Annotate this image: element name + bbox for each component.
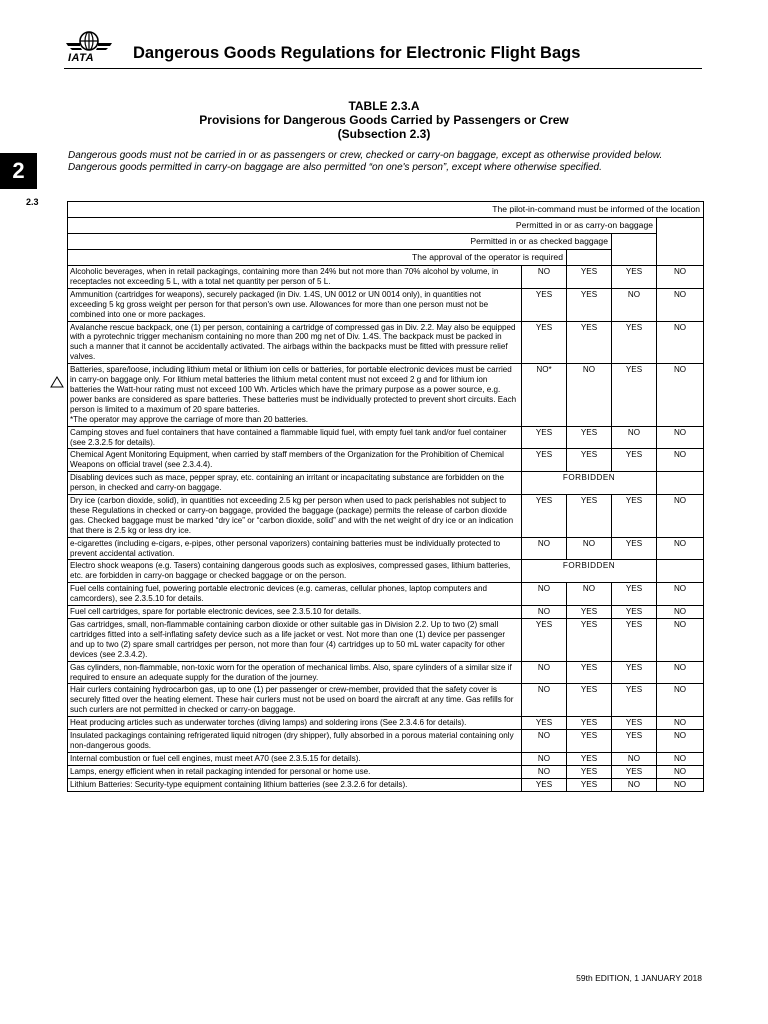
table-row [68,583,704,606]
cell-carry: NO [612,778,657,791]
table-row [68,717,704,730]
item-description: Electro shock weapons (e.g. Tasers) containing dangerous goods such as explosives, compressed gases, lithium batteries, etc. are forbidden in carry-on baggage or checked baggage or on the person. [68,560,522,583]
header-checked: Permitted in or as checked baggage [68,234,612,250]
item-description: Fuel cell cartridges, spare for portable electronic devices, see 2.3.5.10 for details. [68,606,522,619]
item-description: Insulated packagings containing refrigerated liquid nitrogen (dry shipper), fully absorbed in a porous material containing only non-dangerous goods. [68,730,522,753]
cell-approval: YES [522,778,567,791]
item-description: Disabling devices such as mace, pepper spray, etc. containing an irritant or incapacitating substance are forbidden on the person, in checked and carry-on baggage. [68,472,522,495]
cell-approval: YES [522,717,567,730]
cell-pilot: NO [657,661,704,684]
cell-checked: YES [567,288,612,321]
item-description: Gas cartridges, small, non-flammable containing carbon dioxide or other suitable gas in Division 2.2. Up to two (2) small cartridges fitted into a self-inflating safety device such as a life jacket or vest. Not more than one (1) device per passenger and up to two (2) spare small cartridges per person, not more than four (4) cartridges up to 50 mL water capacity for other devices (see 2.3.4.2). [68,619,522,662]
cell-pilot: NO [657,583,704,606]
cell-approval: NO [522,765,567,778]
cell-checked: YES [567,606,612,619]
table-row [68,449,704,472]
edition-footer: 59th EDITION, 1 JANUARY 2018 [576,973,702,983]
cell-checked: YES [567,321,612,364]
table-row [68,288,704,321]
cell-carry: YES [612,495,657,538]
table-heading [64,99,704,141]
cell-checked: YES [567,730,612,753]
cell-pilot: NO [657,321,704,364]
subsection-number: 2.3 [26,197,39,207]
table-row [68,619,704,662]
cell-checked: YES [567,717,612,730]
cell-carry: YES [612,661,657,684]
item-description: e-cigarettes (including e-cigars, e-pipes, other personal vaporizers) containing batteries must be individually protected to prevent accidental activation. [68,537,522,560]
cell-approval: NO [522,537,567,560]
item-description: Chemical Agent Monitoring Equipment, when carried by staff members of the Organization for the Prohibition of Chemical Weapons on official travel (see 2.3.4.4). [68,449,522,472]
cell-carry: YES [612,321,657,364]
cell-pilot: NO [657,426,704,449]
cell-approval: NO* [522,364,567,426]
cell-pilot: NO [657,717,704,730]
header-approval: The approval of the operator is required [68,250,567,266]
table-subtitle: (Subsection 2.3) [337,127,431,141]
forbidden-cell: FORBIDDEN [522,560,657,583]
cell-checked: YES [567,426,612,449]
cell-carry: NO [612,752,657,765]
cell-carry: YES [612,765,657,778]
table-row [68,765,704,778]
item-description: Fuel cells containing fuel, powering portable electronic devices (e.g. cameras, cellular phones, laptop computers and camcorders), see 2.3.5.10 for details. [68,583,522,606]
cell-checked: YES [567,619,612,662]
cell-carry: YES [612,266,657,289]
item-note: *The operator may approve the carriage of more than 20 batteries. [70,414,308,424]
item-description: Gas cylinders, non-flammable, non-toxic worn for the operation of mechanical limbs. Also, spare cylinders of a similar size if required to ensure an adequate supply for the duration of the journey. [68,661,522,684]
header-carry-on: Permitted in or as carry-on baggage [68,218,657,234]
cell-checked: YES [567,495,612,538]
cell-carry: YES [612,684,657,717]
cell-pilot: NO [657,266,704,289]
revision-triangle-icon [50,376,64,388]
table-row [68,752,704,765]
table-row [68,537,704,560]
cell-pilot: NO [657,765,704,778]
table-row [68,426,704,449]
cell-pilot: NO [657,778,704,791]
table-row [68,606,704,619]
cell-approval: NO [522,606,567,619]
item-description: Hair curlers containing hydrocarbon gas, up to one (1) per passenger or crew-member, provided that the safety cover is securely fitted over the heating element. These hair curlers must not be used on board the aircraft at any time. Gas refills for such curlers are not permitted in checked or carry-on baggage. [68,684,522,717]
cell-carry: NO [612,288,657,321]
table-row [68,778,704,791]
cell-pilot: NO [657,449,704,472]
cell-checked: NO [567,364,612,426]
table-row [68,684,704,717]
cell-approval: YES [522,449,567,472]
cell-checked: NO [567,537,612,560]
document-title: Dangerous Goods Regulations for Electronic Flight Bags [133,44,581,62]
cell-checked: YES [567,684,612,717]
table-row [68,364,704,426]
cell-carry: YES [612,537,657,560]
cell-carry: YES [612,583,657,606]
section-tab: 2 [0,153,37,189]
item-description: Camping stoves and fuel containers that have contained a flammable liquid fuel, with empty fuel tank and/or fuel container (see 2.3.2.5 for details). [68,426,522,449]
table-row [68,472,704,495]
header-divider [64,68,702,69]
cell-approval: YES [522,288,567,321]
table-number: TABLE 2.3.A [348,99,420,113]
cell-checked: YES [567,266,612,289]
cell-carry: YES [612,730,657,753]
item-description: Dry ice (carbon dioxide, solid), in quantities not exceeding 2.5 kg per person when used to pack perishables not subject to these Regulations in checked or carry-on baggage, provided the baggage (package) permits the release of carbon dioxide gas. Checked baggage must be marked “dry ice” or “carbon dioxide, solid” and with the net weight of dry ice or an indication that there is 2.5 kg or less dry ice. [68,495,522,538]
item-description: Heat producing articles such as underwater torches (diving lamps) and soldering irons (See 2.3.4.6 for details). [68,717,522,730]
cell-pilot: NO [657,684,704,717]
cell-carry: YES [612,619,657,662]
cell-pilot: NO [657,364,704,426]
cell-carry: YES [612,449,657,472]
item-description: Ammunition (cartridges for weapons), securely packaged (in Div. 1.4S, UN 0012 or UN 0014 only), in quantities not exceeding 5 kg gross weight per person for that person's own use. Allowances for more than one person must not be combined into one or more packages. [68,288,522,321]
table-row [68,266,704,289]
cell-approval: YES [522,426,567,449]
cell-carry: YES [612,717,657,730]
table-row [68,730,704,753]
cell-pilot: NO [657,288,704,321]
cell-checked: YES [567,778,612,791]
cell-pilot: NO [657,752,704,765]
forbidden-cell: FORBIDDEN [522,472,657,495]
table-row [68,661,704,684]
cell-approval: YES [522,619,567,662]
cell-approval: NO [522,730,567,753]
item-description: Batteries, spare/loose, including lithium metal or lithium ion cells or batteries, for portable electronic devices must be carried in carry-on baggage only. For lithium metal batteries the lithium metal content must not exceed 2 g and for lithium ion batteries the Watt-hour rating must not exceed 100 Wh. Articles which have the primary purpose as a power source, e.g. power banks are considered as spare batteries. These batteries must be individually protected to prevent short circuits. Each person is limited to a maximum of 20 spare batteries. *The operator may approve the carriage of more than 20 batteries. [68,364,522,426]
provisions-table [67,201,704,792]
table-row [68,560,704,583]
cell-approval: NO [522,752,567,765]
cell-carry: YES [612,606,657,619]
intro-paragraph: Dangerous goods must not be carried in or as passengers or crew, checked or carry-on baggage, except as otherwise provided below. Dangerous goods permitted in carry-on baggage are also permitted “on one's person”, except where otherwise specified. [68,150,663,173]
cell-checked: YES [567,765,612,778]
item-description: Avalanche rescue backpack, one (1) per person, containing a cartridge of compressed gas in Div. 2.2. May also be equipped with a pyrotechnic trigger mechanism containing no more than 200 mg net of Div. 1.4S. The backpack must be packed in such a manner that it cannot be accidentally activated. The airbags within the backpacks must be fitted with pressure relief valves. [68,321,522,364]
cell-pilot: NO [657,537,704,560]
cell-approval: NO [522,266,567,289]
header-pilot: The pilot-in-command must be informed of the location [68,202,704,218]
iata-logo-text: IATA [68,52,95,64]
cell-checked: NO [567,583,612,606]
cell-pilot: NO [657,730,704,753]
cell-pilot: NO [657,495,704,538]
cell-pilot: NO [657,606,704,619]
cell-approval: YES [522,495,567,538]
table-row [68,495,704,538]
item-description: Internal combustion or fuel cell engines, must meet A70 (see 2.3.5.15 for details). [68,752,522,765]
cell-checked: YES [567,752,612,765]
item-description: Alcoholic beverages, when in retail packagings, containing more than 24% but not more than 70% alcohol by volume, in receptacles not exceeding 5 L, with a total net quantity per person of 5 L. [68,266,522,289]
cell-checked: YES [567,661,612,684]
cell-checked: YES [567,449,612,472]
table-body [68,266,704,792]
cell-pilot: NO [657,619,704,662]
cell-approval: NO [522,583,567,606]
cell-approval: NO [522,684,567,717]
table-row [68,321,704,364]
cell-carry: NO [612,426,657,449]
cell-approval: YES [522,321,567,364]
cell-carry: YES [612,364,657,426]
item-description: Lamps, energy efficient when in retail packaging intended for personal or home use. [68,765,522,778]
cell-approval: NO [522,661,567,684]
table-title: Provisions for Dangerous Goods Carried by Passengers or Crew [199,113,569,127]
item-description: Lithium Batteries: Security-type equipment containing lithium batteries (see 2.3.2.6 for details). [68,778,522,791]
